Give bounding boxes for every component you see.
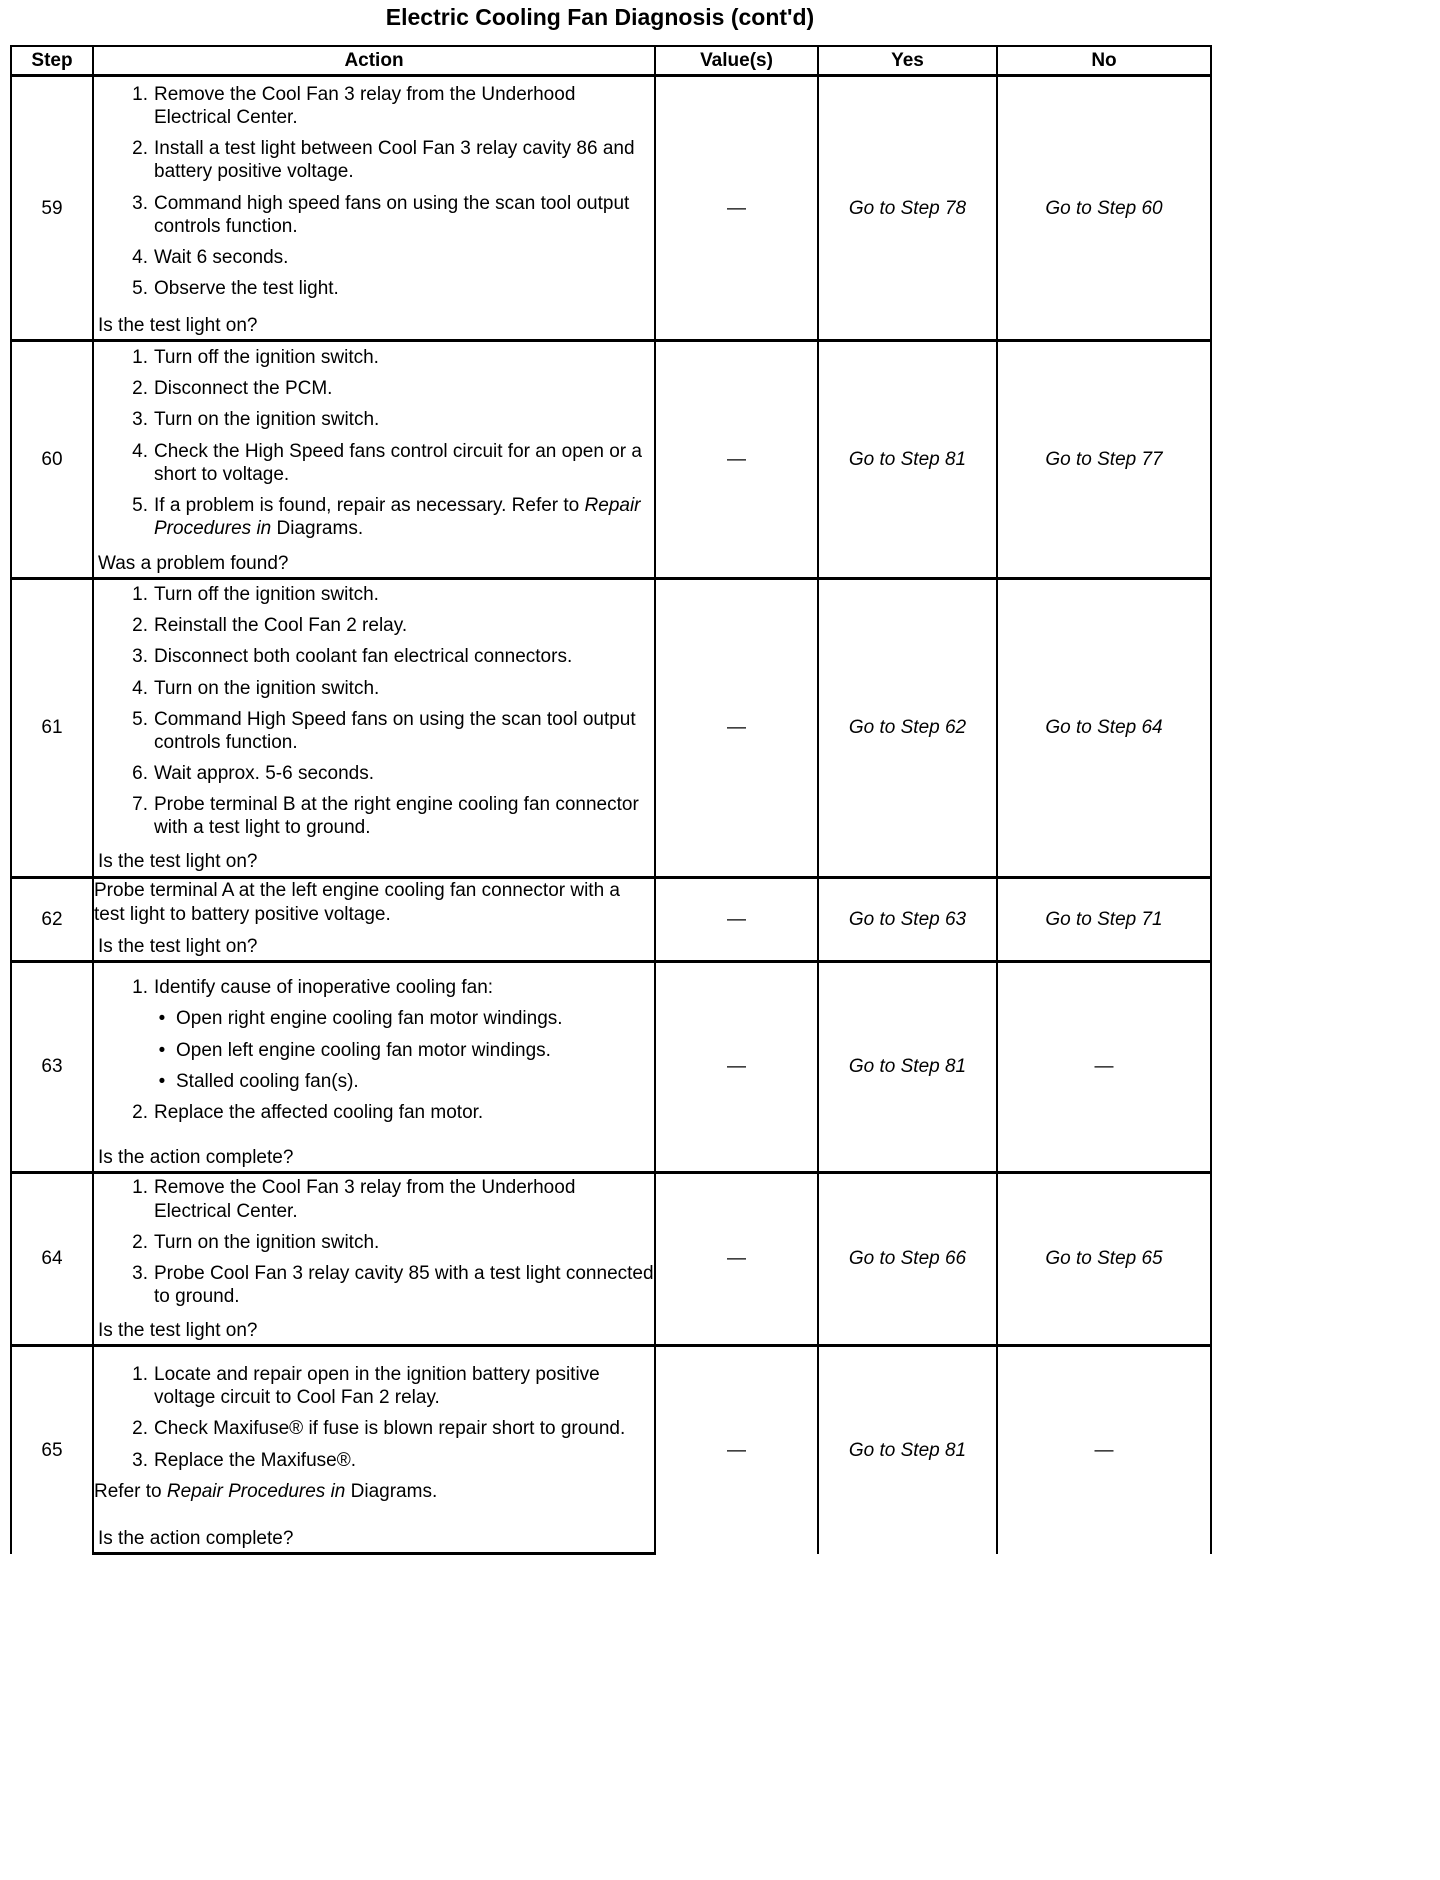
step-number: 65 (11, 1346, 93, 1554)
no-cell: Go to Step 64 (997, 579, 1211, 877)
no-cell: Go to Step 71 (997, 877, 1211, 961)
action-question: Is the test light on? (93, 1319, 655, 1346)
action-item: Reinstall the Cool Fan 2 relay. (154, 615, 408, 637)
value-cell: — (655, 1346, 818, 1554)
no-cell: Go to Step 77 (997, 341, 1211, 579)
table-row (11, 76, 1211, 315)
value-cell: — (655, 341, 818, 579)
yes-cell: Go to Step 78 (818, 76, 997, 341)
table-row (11, 961, 1211, 1146)
page-title: Electric Cooling Fan Diagnosis (cont'd) (385, 4, 815, 30)
action-item: Turn on the ignition switch. (154, 1231, 380, 1253)
action-item: Replace the affected cooling fan motor. (154, 1101, 484, 1123)
action-item: Disconnect both coolant fan electrical connectors. (154, 646, 573, 668)
action-item: Check the High Speed fans control circuit for an open or a short to voltage. (154, 440, 642, 485)
step-number: 59 (11, 76, 93, 341)
yes-cell: Go to Step 81 (818, 341, 997, 579)
action-question: Is the test light on? (93, 850, 655, 877)
action-item: Check Maxifuse® if fuse is blown repair short to ground. (154, 1418, 626, 1440)
action-item: Probe terminal A at the left engine cooling fan connector with a test light to battery positive voltage. (94, 880, 620, 925)
action-item: Command High Speed fans on using the scan tool output controls function. (154, 708, 636, 753)
action-question: Is the test light on? (93, 314, 655, 341)
action-question: Is the action complete? (93, 1527, 655, 1554)
action-steps: 1. Remove the Cool Fan 3 relay from the Underhood Electrical Center. 2. Install a test light between Cool Fan 3 relay cavity 86 and battery positive voltage. 3. Command high speed fans on using the scan tool output controls function. 4. Wait 6 seconds. 5. Observe the test light. (93, 76, 655, 315)
action-question: Is the action complete? (93, 1146, 655, 1173)
action-steps: 1. Identify cause of inoperative cooling fan: • Open right engine cooling fan motor windings. • Open left engine cooling fan motor windings. • Stalled cooling fan(s). 2. Replace the affected cooling fan motor. (93, 961, 655, 1146)
table-header-row (11, 46, 1211, 76)
header-no: No (997, 46, 1211, 76)
yes-cell: Go to Step 81 (818, 961, 997, 1172)
repair-procedures-reference: Repair Procedures in (154, 494, 641, 540)
bullet-item: Stalled cooling fan(s). (176, 1070, 359, 1092)
action-item: Install a test light between Cool Fan 3 relay cavity 86 and battery positive voltage. (154, 138, 635, 183)
no-cell: — (997, 961, 1211, 1172)
action-steps: 1. Remove the Cool Fan 3 relay from the Underhood Electrical Center. 2. Turn on the ignition switch. 3. Probe Cool Fan 3 relay cavity 85 with a test light connected to ground. (93, 1172, 655, 1319)
action-item: Probe Cool Fan 3 relay cavity 85 with a test light connected to ground. (154, 1262, 654, 1308)
yes-cell: Go to Step 66 (818, 1172, 997, 1345)
action-item: Wait approx. 5-6 seconds. (154, 763, 375, 785)
table-row (11, 341, 1211, 553)
action-item: Disconnect the PCM. (154, 378, 333, 400)
yes-cell: Go to Step 63 (818, 877, 997, 961)
action-item: Wait 6 seconds. (154, 246, 289, 268)
action-steps: 1. Locate and repair open in the ignition battery positive voltage circuit to Cool Fan 2 relay. 2. Check Maxifuse® if fuse is blown repair short to ground. 3. Replace the Maxifuse®. Refer to Repair Procedures in Diagrams. (93, 1346, 655, 1528)
bullet-item: Open right engine cooling fan motor windings. (176, 1008, 563, 1030)
table-row (11, 1172, 1211, 1319)
action-item: Turn off the ignition switch. (154, 347, 379, 369)
yes-cell: Go to Step 81 (818, 1346, 997, 1554)
table-row (11, 579, 1211, 851)
table-row (11, 877, 1211, 935)
step-number: 63 (11, 961, 93, 1172)
step-number: 64 (11, 1172, 93, 1345)
table-row (11, 1346, 1211, 1528)
action-item: Command high speed fans on using the scan tool output controls function. (154, 192, 630, 237)
action-item: Remove the Cool Fan 3 relay from the Underhood Electrical Center. (154, 83, 576, 128)
action-item: Turn on the ignition switch. (154, 677, 380, 699)
action-steps: 1. Turn off the ignition switch. 2. Reinstall the Cool Fan 2 relay. 3. Disconnect both coolant fan electrical connectors. 4. Turn on the ignition switch. 5. Command High Speed fans on using the scan tool output controls function. 6. Wait approx. 5-6 seconds. 7. Probe terminal B at the right engine cooling fan connector with a test light to ground. (93, 579, 655, 851)
action-item: Observe the test light. (154, 278, 339, 300)
yes-cell: Go to Step 62 (818, 579, 997, 877)
step-number: 62 (11, 877, 93, 961)
step-number: 61 (11, 579, 93, 877)
value-cell: — (655, 877, 818, 961)
action-question: Is the test light on? (93, 935, 655, 962)
header-values: Value(s) (655, 46, 818, 76)
action-steps: 1. Turn off the ignition switch. 2. Disconnect the PCM. 3. Turn on the ignition switch. 4. Check the High Speed fans control circuit for an open or a short to voltage. 5. If a problem is found, repair as necessary. Refer to Repair Procedures in Diagrams. (93, 341, 655, 553)
no-cell: Go to Step 65 (997, 1172, 1211, 1345)
action-item: Turn on the ignition switch. (154, 409, 380, 431)
bullet-item: Open left engine cooling fan motor windings. (176, 1039, 551, 1061)
action-item: Identify cause of inoperative cooling fan: (154, 977, 494, 999)
no-cell: — (997, 1346, 1211, 1554)
diagnosis-table (10, 45, 1212, 1555)
header-yes: Yes (818, 46, 997, 76)
header-action: Action (93, 46, 655, 76)
action-item: If a problem is found, repair as necessary. Refer to Repair Procedures in Diagrams. (154, 494, 641, 540)
value-cell: — (655, 961, 818, 1172)
action-steps (93, 877, 655, 935)
action-item: Locate and repair open in the ignition battery positive voltage circuit to Cool Fan 2 relay. (154, 1364, 600, 1409)
reference-line: Refer to Repair Procedures in Diagrams. (94, 1480, 438, 1502)
action-item: Turn off the ignition switch. (154, 584, 379, 606)
value-cell: — (655, 76, 818, 341)
action-question: Was a problem found? (93, 552, 655, 579)
header-step: Step (11, 46, 93, 76)
action-item: Remove the Cool Fan 3 relay from the Underhood Electrical Center. (154, 1177, 576, 1222)
step-number: 60 (11, 341, 93, 579)
value-cell: — (655, 579, 818, 877)
no-cell: Go to Step 60 (997, 76, 1211, 341)
action-item: Probe terminal B at the right engine cooling fan connector with a test light to ground. (154, 794, 639, 839)
repair-procedures-reference: Repair Procedures in (166, 1480, 346, 1502)
action-item: Replace the Maxifuse®. (154, 1449, 356, 1471)
value-cell: — (655, 1172, 818, 1345)
